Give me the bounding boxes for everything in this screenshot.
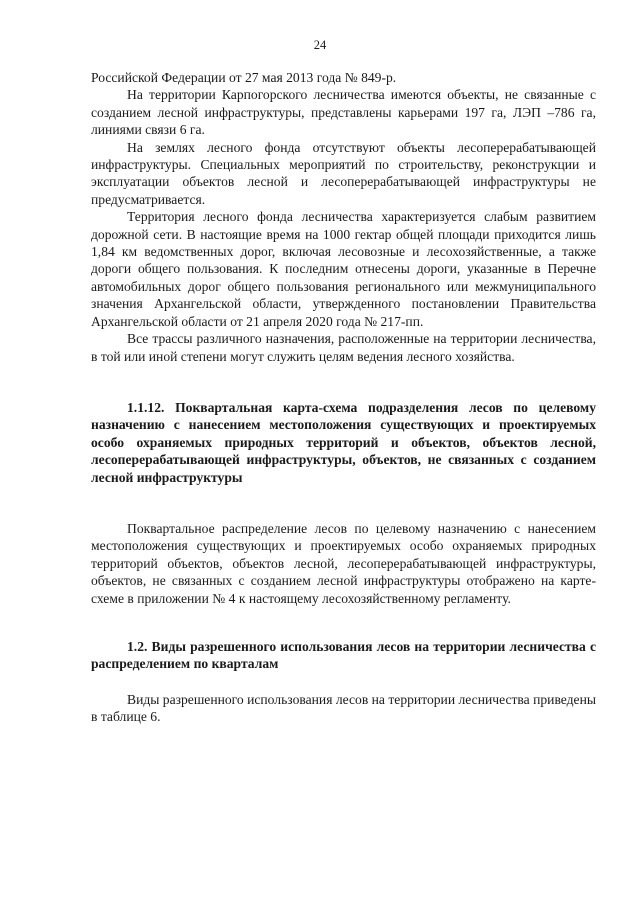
section-heading-1-2: 1.2. Виды разрешенного использования лесов на территории лесничества с распределением по кварталам [91,638,596,672]
paragraph-routes: Все трассы различного назначения, расположенные на территории лесничества, в той или иной степени могут служить целям ведения лесного хозяйства. [91,331,596,364]
paragraph-map-distribution: Поквартальное распределение лесов по целевому назначению с нанесением местоположения существующих и проектируемых особо охраняемых природных территорий объектов, объектов лесной, лесоперерабатывающей инфраструктуры, объектов, не связанных с созданием лесной инфраструктуры отображено на карте-схеме в приложении № 4 к настоящему лесохозяйственному регламенту. [91,520,596,606]
page-number: 24 [313,38,327,52]
document-body [91,69,596,726]
paragraph-non-forest-objects: На территории Карпогорского лесничества имеются объекты, не связанные с созданием лесной инфраструктуры, представлены карьерами 197 га, ЛЭП –786 га, линиями связи 6 га. [91,87,596,138]
paragraph-processing-infrastructure: На землях лесного фонда отсутствуют объекты лесоперерабатывающей инфраструктуры. Специальных мероприятий по строительству, реконструкции и эксплуатации объектов лесной и лесоперерабатывающей инфраструктуры не предусматривается. [91,139,596,207]
paragraph-continuation: Российской Федерации от 27 мая 2013 года № 849-р. [91,70,397,85]
paragraph-permitted-uses: Виды разрешенного использования лесов на территории лесничества приведены в таблице 6. [91,691,596,725]
section-heading-1-1-12: 1.1.12. Поквартальная карта-схема подразделения лесов по целевому назначению с нанесением местоположения существующих и проектируемых особо охраняемых природных территорий и объектов, объектов лесной, лесоперерабатывающей инфраструктуры, объектов, не связанных с созданием лесной инфраструктуры [91,399,596,485]
paragraph-road-network: Территория лесного фонда лесничества характеризуется слабым развитием дорожной сети. В настоящие время на 1000 гектар общей площади приходится лишь 1,84 км ведомственных дорог, включая лесовозные и лесохозяйственные, а также дороги общего пользования. К последним отнесены дороги, указанные в Перечне автомобильных дорог общего пользования регионального или межмуниципального значения Архангельской области, утвержденного постановлении Правительства Архангельской области от 21 апреля 2020 года № 217-пп. [91,209,596,329]
